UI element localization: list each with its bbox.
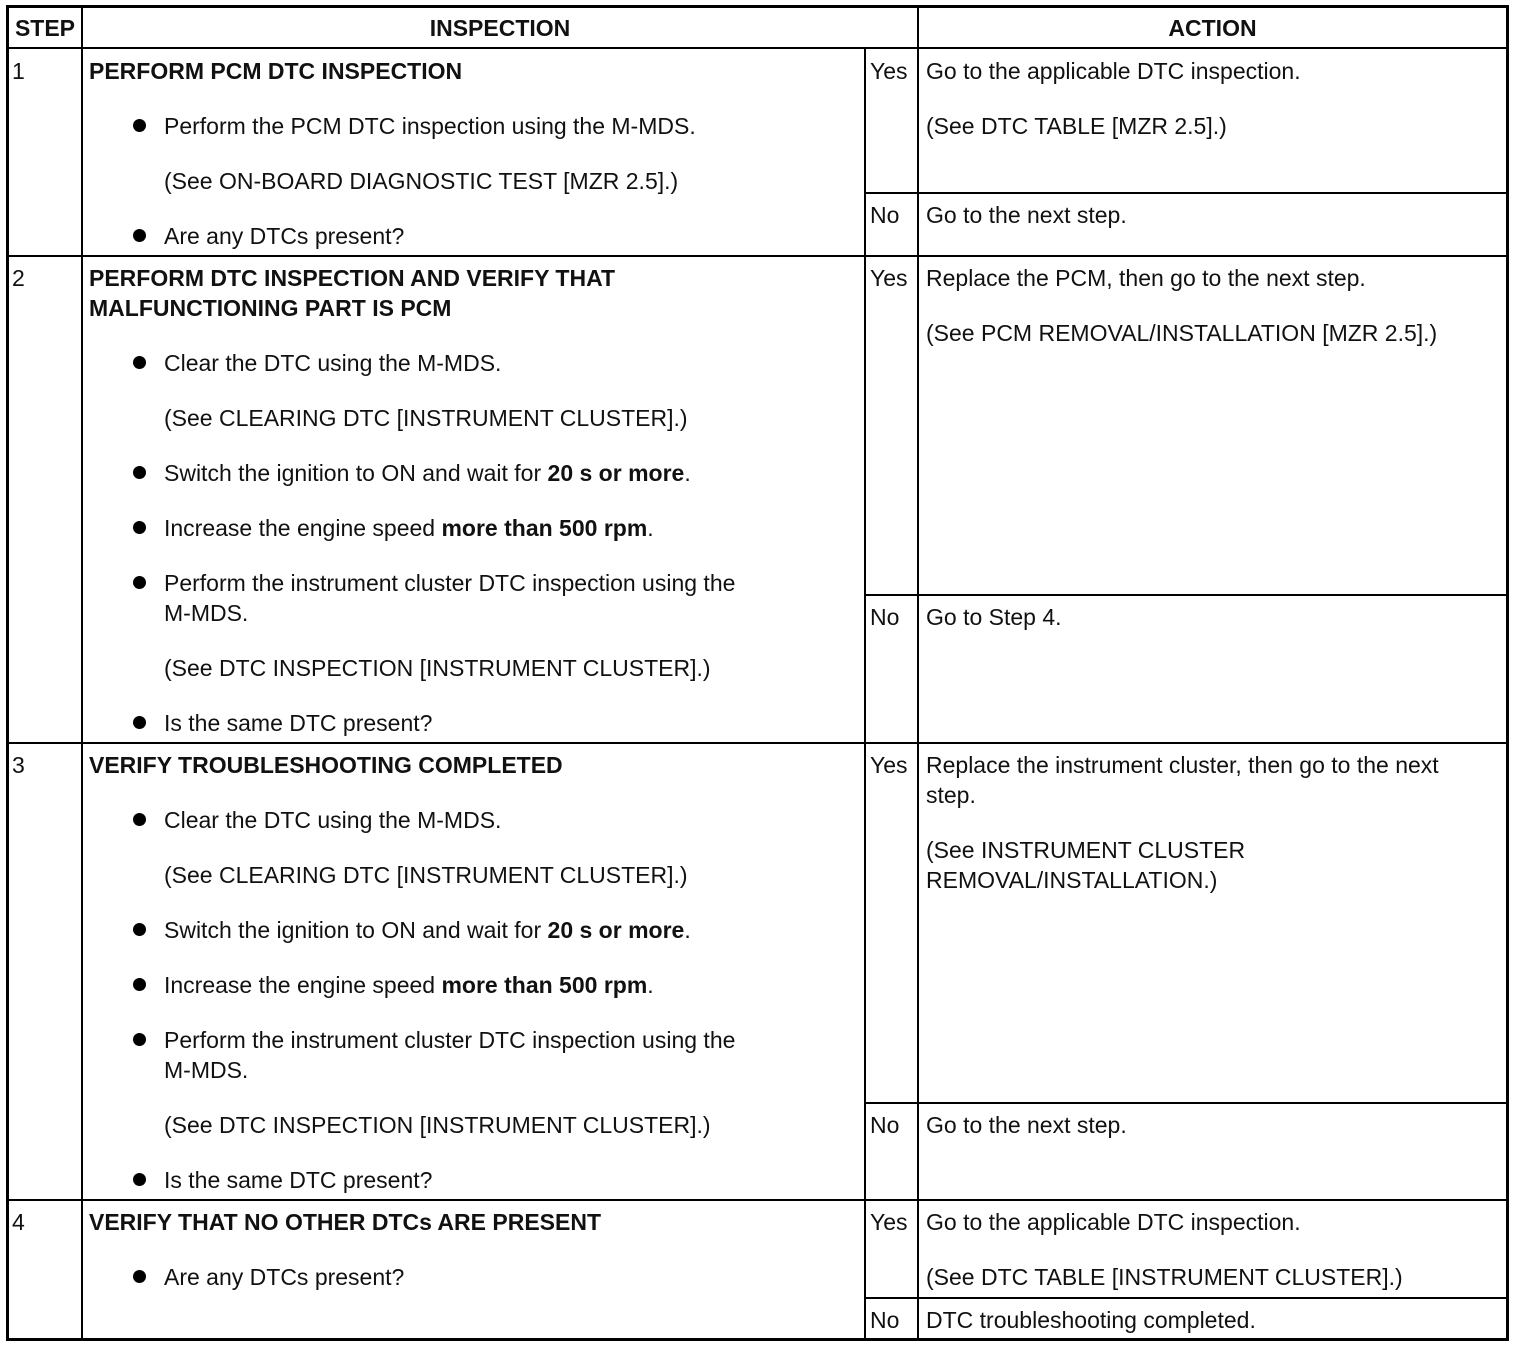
bullet	[133, 576, 146, 589]
step-number: 1	[12, 58, 25, 84]
row-title: VERIFY TROUBLESHOOTING COMPLETED	[89, 752, 563, 778]
yes-label: Yes	[870, 1209, 908, 1235]
action-reference: (See DTC TABLE [MZR 2.5].)	[926, 113, 1227, 139]
bullet	[133, 229, 146, 242]
bullet	[133, 119, 146, 132]
bullet	[133, 813, 146, 826]
action-text: Go to the next step.	[926, 1112, 1127, 1138]
action-text: Replace the PCM, then go to the next step.	[926, 265, 1366, 291]
inspection-item: Increase the engine speed more than 500 rpm.	[164, 972, 654, 998]
table-border-left	[6, 5, 9, 1341]
inspection-item: Is the same DTC present?	[164, 710, 433, 736]
reference-note: (See CLEARING DTC [INSTRUMENT CLUSTER].)	[164, 405, 688, 431]
divider-yes-no-1	[864, 192, 1509, 194]
row-title: PERFORM PCM DTC INSPECTION	[89, 58, 463, 84]
inspection-item: Perform the PCM DTC inspection using the M-MDS.	[164, 113, 696, 139]
reference-note: (See CLEARING DTC [INSTRUMENT CLUSTER].)	[164, 862, 688, 888]
no-label: No	[870, 604, 900, 630]
inspection-item: M-MDS.	[164, 600, 249, 626]
reference-note: (See DTC INSPECTION [INSTRUMENT CLUSTER].)	[164, 655, 711, 681]
inspection-item: Is the same DTC present?	[164, 1167, 433, 1193]
yes-label: Yes	[870, 265, 908, 291]
bullet	[133, 466, 146, 479]
inspection-item: Are any DTCs present?	[164, 1264, 405, 1290]
bullet	[133, 1033, 146, 1046]
divider-row-3	[6, 1199, 1509, 1201]
inspection-item: Clear the DTC using the M-MDS.	[164, 807, 502, 833]
divider-row-2	[6, 742, 1509, 744]
bullet	[133, 1173, 146, 1186]
bullet	[133, 521, 146, 534]
inspection-item: Switch the ignition to ON and wait for 20 s or more.	[164, 460, 691, 486]
table-border-bottom	[6, 1338, 1509, 1341]
divider-yes-no-4	[864, 1297, 1509, 1299]
row-title: MALFUNCTIONING PART IS PCM	[89, 295, 452, 321]
step-number: 3	[12, 752, 25, 778]
action-reference: (See PCM REMOVAL/INSTALLATION [MZR 2.5].)	[926, 320, 1438, 346]
yes-label: Yes	[870, 58, 908, 84]
divider-step-col	[81, 5, 83, 1341]
no-label: No	[870, 1112, 900, 1138]
divider-header	[6, 47, 1509, 49]
inspection-item: M-MDS.	[164, 1057, 249, 1083]
divider-yes-no-3	[864, 1102, 1509, 1104]
row-title: PERFORM DTC INSPECTION AND VERIFY THAT	[89, 265, 616, 291]
bold-value: 20 s or more	[547, 917, 685, 943]
reference-note: (See DTC INSPECTION [INSTRUMENT CLUSTER].)	[164, 1112, 711, 1138]
step-number: 2	[12, 265, 25, 291]
inspection-item: Increase the engine speed more than 500 rpm.	[164, 515, 654, 541]
action-text: Go to Step 4.	[926, 604, 1062, 630]
table-border-top	[6, 5, 1509, 8]
action-text: Go to the next step.	[926, 202, 1127, 228]
yes-label: Yes	[870, 752, 908, 778]
action-reference: (See INSTRUMENT CLUSTER	[926, 837, 1246, 863]
reference-note: (See ON-BOARD DIAGNOSTIC TEST [MZR 2.5].)	[164, 168, 679, 194]
inspection-item: Perform the instrument cluster DTC inspection using the	[164, 1027, 736, 1053]
inspection-item: Clear the DTC using the M-MDS.	[164, 350, 502, 376]
divider-yesno-col	[864, 48, 866, 1341]
bullet	[133, 923, 146, 936]
header-inspection: INSPECTION	[429, 15, 571, 41]
no-label: No	[870, 202, 900, 228]
bold-value: more than 500 rpm	[441, 515, 648, 541]
divider-yes-no-2	[864, 594, 1509, 596]
row-title: VERIFY THAT NO OTHER DTCs ARE PRESENT	[89, 1209, 602, 1235]
bold-value: 20 s or more	[547, 460, 685, 486]
bullet	[133, 978, 146, 991]
bullet	[133, 356, 146, 369]
action-reference: REMOVAL/INSTALLATION.)	[926, 867, 1218, 893]
bullet	[133, 1270, 146, 1283]
action-text: DTC troubleshooting completed.	[926, 1307, 1256, 1333]
action-text: step.	[926, 782, 976, 808]
bullet	[133, 716, 146, 729]
divider-row-1	[6, 255, 1509, 257]
table-border-right	[1506, 5, 1509, 1341]
inspection-item: Are any DTCs present?	[164, 223, 405, 249]
inspection-item: Perform the instrument cluster DTC inspection using the	[164, 570, 736, 596]
inspection-item: Switch the ignition to ON and wait for 20 s or more.	[164, 917, 691, 943]
action-text: Replace the instrument cluster, then go to the next	[926, 752, 1439, 778]
bold-value: more than 500 rpm	[441, 972, 648, 998]
action-text: Go to the applicable DTC inspection.	[926, 1209, 1301, 1235]
no-label: No	[870, 1307, 900, 1333]
action-text: Go to the applicable DTC inspection.	[926, 58, 1301, 84]
header-step: STEP	[14, 15, 76, 41]
step-number: 4	[12, 1209, 25, 1235]
action-reference: (See DTC TABLE [INSTRUMENT CLUSTER].)	[926, 1264, 1403, 1290]
divider-action-col	[917, 5, 919, 1341]
header-action: ACTION	[1168, 15, 1257, 41]
